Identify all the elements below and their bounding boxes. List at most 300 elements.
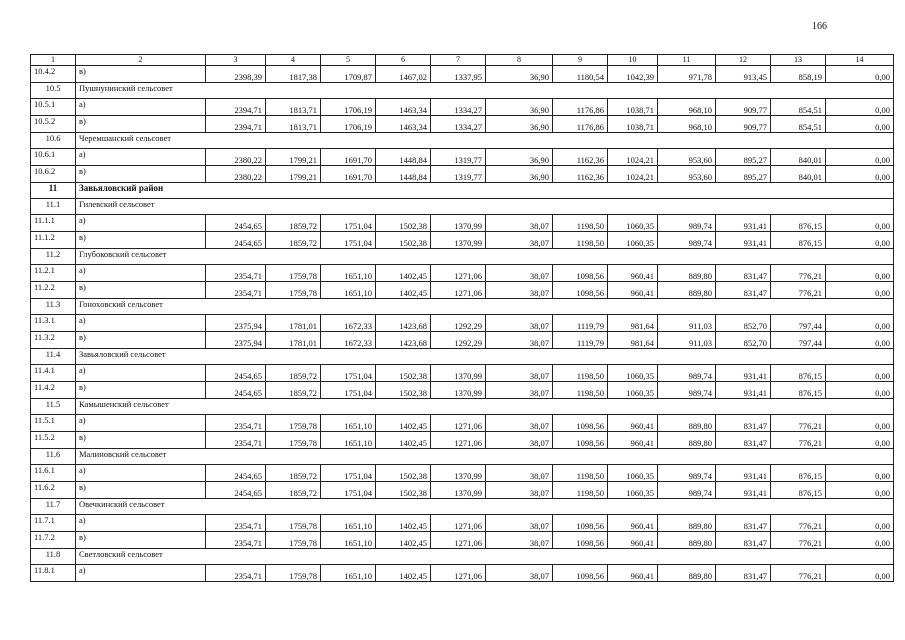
section-title: Гилевский сельсовет: [76, 199, 894, 215]
row-number: 10.6.2: [31, 166, 76, 183]
value-cell: 1319,77: [431, 149, 486, 166]
value-cell: 2354,71: [206, 532, 266, 549]
table-row: [31, 66, 894, 83]
value-cell: 1271,06: [431, 265, 486, 282]
value-cell: 989,74: [658, 232, 716, 249]
value-cell: 2354,71: [206, 265, 266, 282]
value-cell: 2375,94: [206, 332, 266, 349]
value-cell: 831,47: [716, 265, 771, 282]
row-variant: в): [76, 232, 206, 249]
section-title: Завьяловский сельсовет: [76, 349, 894, 365]
row-variant: а): [76, 365, 206, 382]
value-cell: 1448,84: [376, 166, 431, 183]
value-cell: 0,00: [826, 515, 894, 532]
value-cell: 876,15: [771, 382, 826, 399]
value-cell: 38,07: [486, 465, 553, 482]
value-cell: 876,15: [771, 215, 826, 232]
value-cell: 889,80: [658, 565, 716, 582]
value-cell: 1691,70: [321, 149, 376, 166]
section-number: 11.8: [31, 549, 76, 565]
value-cell: 1781,01: [266, 332, 321, 349]
value-cell: 38,07: [486, 215, 553, 232]
value-cell: 1423,68: [376, 315, 431, 332]
value-cell: 1098,56: [553, 432, 608, 449]
value-cell: 858,19: [771, 66, 826, 83]
value-cell: 1198,50: [553, 482, 608, 499]
value-cell: 1402,45: [376, 532, 431, 549]
value-cell: 0,00: [826, 99, 894, 116]
section-number: 11.2: [31, 249, 76, 265]
value-cell: 1813,71: [266, 99, 321, 116]
value-cell: 0,00: [826, 265, 894, 282]
value-cell: 0,00: [826, 432, 894, 449]
value-cell: 1759,78: [266, 432, 321, 449]
section-number: 11.1: [31, 199, 76, 215]
value-cell: 971,78: [658, 66, 716, 83]
header-cell: 14: [826, 55, 894, 66]
value-cell: 1502,38: [376, 215, 431, 232]
value-cell: 776,21: [771, 415, 826, 432]
value-cell: 889,80: [658, 282, 716, 299]
value-cell: 1042,39: [608, 66, 658, 83]
value-cell: 797,44: [771, 332, 826, 349]
header-cell: 12: [716, 55, 771, 66]
table-body: [31, 55, 894, 582]
header-cell: 2: [76, 55, 206, 66]
value-cell: 1423,68: [376, 332, 431, 349]
value-cell: 876,15: [771, 465, 826, 482]
row-number: 11.8.1: [31, 565, 76, 582]
value-cell: 1119,79: [553, 332, 608, 349]
header-cell: 3: [206, 55, 266, 66]
value-cell: 1292,29: [431, 315, 486, 332]
value-cell: 38,07: [486, 332, 553, 349]
value-cell: 1176,86: [553, 99, 608, 116]
value-cell: 2354,71: [206, 432, 266, 449]
value-cell: 1370,99: [431, 482, 486, 499]
value-cell: 1751,04: [321, 482, 376, 499]
value-cell: 831,47: [716, 432, 771, 449]
section-row: [31, 549, 894, 565]
value-cell: 931,41: [716, 365, 771, 382]
value-cell: 1271,06: [431, 432, 486, 449]
value-cell: 776,21: [771, 515, 826, 532]
row-variant: в): [76, 166, 206, 183]
row-variant: а): [76, 149, 206, 166]
table-row: [31, 432, 894, 449]
value-cell: 2454,65: [206, 482, 266, 499]
value-cell: 1751,04: [321, 465, 376, 482]
value-cell: 0,00: [826, 382, 894, 399]
value-cell: 1709,87: [321, 66, 376, 83]
value-cell: 960,41: [608, 565, 658, 582]
value-cell: 960,41: [608, 415, 658, 432]
value-cell: 776,21: [771, 565, 826, 582]
value-cell: 840,01: [771, 149, 826, 166]
value-cell: 831,47: [716, 515, 771, 532]
value-cell: 776,21: [771, 282, 826, 299]
value-cell: 1502,38: [376, 382, 431, 399]
value-cell: 1799,21: [266, 149, 321, 166]
row-variant: а): [76, 565, 206, 582]
value-cell: 1024,21: [608, 166, 658, 183]
value-cell: 831,47: [716, 565, 771, 582]
header-cell: 11: [658, 55, 716, 66]
table-row: [31, 282, 894, 299]
value-cell: 1271,06: [431, 565, 486, 582]
row-number: 11.1.1: [31, 215, 76, 232]
row-number: 10.6.1: [31, 149, 76, 166]
value-cell: 2354,71: [206, 415, 266, 432]
value-cell: 1370,99: [431, 382, 486, 399]
value-cell: 831,47: [716, 282, 771, 299]
value-cell: 1271,06: [431, 515, 486, 532]
value-cell: 1502,38: [376, 365, 431, 382]
value-cell: 0,00: [826, 532, 894, 549]
row-number: 11.6.1: [31, 465, 76, 482]
value-cell: 1098,56: [553, 532, 608, 549]
value-cell: 876,15: [771, 482, 826, 499]
table-row: [31, 415, 894, 432]
value-cell: 1162,36: [553, 149, 608, 166]
value-cell: 1751,04: [321, 215, 376, 232]
value-cell: 1370,99: [431, 365, 486, 382]
value-cell: 1751,04: [321, 232, 376, 249]
value-cell: 1180,54: [553, 66, 608, 83]
table-row: [31, 465, 894, 482]
value-cell: 2375,94: [206, 315, 266, 332]
section-row: [31, 299, 894, 315]
value-cell: 1759,78: [266, 265, 321, 282]
value-cell: 0,00: [826, 332, 894, 349]
value-cell: 1271,06: [431, 532, 486, 549]
row-number: 11.1.2: [31, 232, 76, 249]
value-cell: 1098,56: [553, 265, 608, 282]
value-cell: 1098,56: [553, 282, 608, 299]
value-cell: 931,41: [716, 482, 771, 499]
value-cell: 38,07: [486, 365, 553, 382]
value-cell: 1651,10: [321, 532, 376, 549]
section-title: Камышенский сельсовет: [76, 399, 894, 415]
table-row: [31, 482, 894, 499]
value-cell: 1060,35: [608, 465, 658, 482]
value-cell: 989,74: [658, 215, 716, 232]
value-cell: 36,90: [486, 66, 553, 83]
table-row: [31, 149, 894, 166]
value-cell: 911,03: [658, 332, 716, 349]
value-cell: 38,07: [486, 565, 553, 582]
value-cell: 1751,04: [321, 365, 376, 382]
value-cell: 1402,45: [376, 265, 431, 282]
region-row: [31, 183, 894, 199]
value-cell: 1672,33: [321, 315, 376, 332]
row-number: 11.4.1: [31, 365, 76, 382]
value-cell: 0,00: [826, 116, 894, 133]
page-number: 166: [812, 21, 827, 32]
value-cell: 0,00: [826, 482, 894, 499]
row-variant: в): [76, 332, 206, 349]
value-cell: 2454,65: [206, 215, 266, 232]
row-number: 11.3.1: [31, 315, 76, 332]
section-number: 11.4: [31, 349, 76, 365]
value-cell: 2454,65: [206, 232, 266, 249]
value-cell: 1319,77: [431, 166, 486, 183]
value-cell: 0,00: [826, 166, 894, 183]
value-cell: 1060,35: [608, 382, 658, 399]
value-cell: 2398,39: [206, 66, 266, 83]
value-cell: 968,10: [658, 99, 716, 116]
value-cell: 2454,65: [206, 465, 266, 482]
header-cell: 1: [31, 55, 76, 66]
value-cell: 776,21: [771, 265, 826, 282]
section-row: [31, 249, 894, 265]
value-cell: 854,51: [771, 116, 826, 133]
value-cell: 2380,22: [206, 166, 266, 183]
value-cell: 889,80: [658, 432, 716, 449]
value-cell: 1402,45: [376, 565, 431, 582]
row-variant: а): [76, 215, 206, 232]
section-row: [31, 133, 894, 149]
row-number: 11.3.2: [31, 332, 76, 349]
value-cell: 1292,29: [431, 332, 486, 349]
value-cell: 36,90: [486, 116, 553, 133]
value-cell: 1759,78: [266, 515, 321, 532]
value-cell: 960,41: [608, 282, 658, 299]
section-title: Глубоковский сельсовет: [76, 249, 894, 265]
value-cell: 1038,71: [608, 99, 658, 116]
row-number: 11.2.2: [31, 282, 76, 299]
value-cell: 909,77: [716, 99, 771, 116]
row-variant: в): [76, 432, 206, 449]
table-row: [31, 215, 894, 232]
value-cell: 1859,72: [266, 232, 321, 249]
value-cell: 989,74: [658, 365, 716, 382]
value-cell: 1448,84: [376, 149, 431, 166]
value-cell: 36,90: [486, 99, 553, 116]
row-number: 11.7.2: [31, 532, 76, 549]
value-cell: 1502,38: [376, 482, 431, 499]
section-title: Гонохoвский сельсовет: [76, 299, 894, 315]
value-cell: 1198,50: [553, 465, 608, 482]
value-cell: 968,10: [658, 116, 716, 133]
value-cell: 895,27: [716, 149, 771, 166]
table-row: [31, 232, 894, 249]
section-number: 10.5: [31, 83, 76, 99]
value-cell: 0,00: [826, 415, 894, 432]
value-cell: 1098,56: [553, 565, 608, 582]
value-cell: 852,70: [716, 332, 771, 349]
value-cell: 931,41: [716, 232, 771, 249]
section-number: 10.6: [31, 133, 76, 149]
section-number: 11.5: [31, 399, 76, 415]
value-cell: 38,07: [486, 432, 553, 449]
value-cell: 1271,06: [431, 282, 486, 299]
value-cell: 1751,04: [321, 382, 376, 399]
value-cell: 1060,35: [608, 365, 658, 382]
value-cell: 1463,34: [376, 99, 431, 116]
value-cell: 989,74: [658, 382, 716, 399]
value-cell: 1651,10: [321, 432, 376, 449]
value-cell: 1813,71: [266, 116, 321, 133]
value-cell: 960,41: [608, 515, 658, 532]
row-variant: а): [76, 515, 206, 532]
value-cell: 38,07: [486, 315, 553, 332]
value-cell: 909,77: [716, 116, 771, 133]
value-cell: 1198,50: [553, 365, 608, 382]
value-cell: 1859,72: [266, 365, 321, 382]
value-cell: 1060,35: [608, 232, 658, 249]
row-variant: в): [76, 382, 206, 399]
value-cell: 38,07: [486, 382, 553, 399]
row-number: 10.5.2: [31, 116, 76, 133]
header-cell: 8: [486, 55, 553, 66]
section-title: Овечкинский сельсовет: [76, 499, 894, 515]
value-cell: 1651,10: [321, 415, 376, 432]
table-row: [31, 532, 894, 549]
value-cell: 931,41: [716, 215, 771, 232]
table-row: [31, 116, 894, 133]
value-cell: 981,64: [608, 332, 658, 349]
value-cell: 1176,86: [553, 116, 608, 133]
row-variant: в): [76, 116, 206, 133]
value-cell: 1119,79: [553, 315, 608, 332]
value-cell: 889,80: [658, 265, 716, 282]
value-cell: 889,80: [658, 515, 716, 532]
header-cell: 5: [321, 55, 376, 66]
section-row: [31, 349, 894, 365]
value-cell: 0,00: [826, 149, 894, 166]
header-cell: 9: [553, 55, 608, 66]
value-cell: 876,15: [771, 232, 826, 249]
section-row: [31, 499, 894, 515]
row-variant: в): [76, 482, 206, 499]
value-cell: 36,90: [486, 149, 553, 166]
value-cell: 2354,71: [206, 282, 266, 299]
value-cell: 1759,78: [266, 532, 321, 549]
table-row: [31, 99, 894, 116]
row-variant: а): [76, 315, 206, 332]
table-row: [31, 265, 894, 282]
value-cell: 1334,27: [431, 99, 486, 116]
header-cell: 6: [376, 55, 431, 66]
value-cell: 1271,06: [431, 415, 486, 432]
value-cell: 1370,99: [431, 232, 486, 249]
row-variant: а): [76, 415, 206, 432]
section-title: Малиновский сельсовет: [76, 449, 894, 465]
value-cell: 36,90: [486, 166, 553, 183]
table-row: [31, 565, 894, 582]
value-cell: 1859,72: [266, 482, 321, 499]
value-cell: 1098,56: [553, 515, 608, 532]
value-cell: 911,03: [658, 315, 716, 332]
section-number: 11.6: [31, 449, 76, 465]
value-cell: 989,74: [658, 482, 716, 499]
value-cell: 2354,71: [206, 565, 266, 582]
value-cell: 2354,71: [206, 515, 266, 532]
row-number: 11.5.2: [31, 432, 76, 449]
value-cell: 1759,78: [266, 282, 321, 299]
value-cell: 1198,50: [553, 382, 608, 399]
value-cell: 852,70: [716, 315, 771, 332]
value-cell: 981,64: [608, 315, 658, 332]
value-cell: 38,07: [486, 282, 553, 299]
value-cell: 913,45: [716, 66, 771, 83]
value-cell: 1162,36: [553, 166, 608, 183]
value-cell: 953,60: [658, 149, 716, 166]
value-cell: 1334,27: [431, 116, 486, 133]
header-row: [31, 55, 894, 66]
value-cell: 840,01: [771, 166, 826, 183]
value-cell: 38,07: [486, 482, 553, 499]
row-number: 11.5.1: [31, 415, 76, 432]
header-cell: 7: [431, 55, 486, 66]
header-cell: 10: [608, 55, 658, 66]
value-cell: 889,80: [658, 532, 716, 549]
value-cell: 38,07: [486, 265, 553, 282]
value-cell: 1402,45: [376, 515, 431, 532]
section-number: 11.7: [31, 499, 76, 515]
value-cell: 1502,38: [376, 465, 431, 482]
value-cell: 1098,56: [553, 415, 608, 432]
value-cell: 1859,72: [266, 465, 321, 482]
row-number: 11.6.2: [31, 482, 76, 499]
value-cell: 0,00: [826, 232, 894, 249]
row-variant: в): [76, 532, 206, 549]
section-title: Черемшанский сельсовет: [76, 133, 894, 149]
value-cell: 1651,10: [321, 282, 376, 299]
section-title: Светловский сельсовет: [76, 549, 894, 565]
value-cell: 831,47: [716, 532, 771, 549]
value-cell: 1402,45: [376, 415, 431, 432]
value-cell: 876,15: [771, 365, 826, 382]
row-variant: а): [76, 265, 206, 282]
value-cell: 1467,02: [376, 66, 431, 83]
value-cell: 953,60: [658, 166, 716, 183]
value-cell: 960,41: [608, 532, 658, 549]
value-cell: 0,00: [826, 282, 894, 299]
value-cell: 1859,72: [266, 215, 321, 232]
value-cell: 0,00: [826, 315, 894, 332]
value-cell: 2394,71: [206, 116, 266, 133]
value-cell: 1337,95: [431, 66, 486, 83]
value-cell: 931,41: [716, 382, 771, 399]
value-cell: 1706,19: [321, 116, 376, 133]
value-cell: 1691,70: [321, 166, 376, 183]
value-cell: 1038,71: [608, 116, 658, 133]
value-cell: 1859,72: [266, 382, 321, 399]
value-cell: 889,80: [658, 415, 716, 432]
value-cell: 1060,35: [608, 215, 658, 232]
section-row: [31, 199, 894, 215]
value-cell: 1024,21: [608, 149, 658, 166]
value-cell: 0,00: [826, 565, 894, 582]
section-row: [31, 83, 894, 99]
value-cell: 38,07: [486, 532, 553, 549]
value-cell: 1651,10: [321, 565, 376, 582]
value-cell: 2394,71: [206, 99, 266, 116]
value-cell: 2454,65: [206, 365, 266, 382]
section-row: [31, 449, 894, 465]
table-row: [31, 166, 894, 183]
row-number: 11.2.1: [31, 265, 76, 282]
value-cell: 0,00: [826, 66, 894, 83]
value-cell: 1402,45: [376, 432, 431, 449]
header-cell: 4: [266, 55, 321, 66]
row-variant: в): [76, 282, 206, 299]
value-cell: 797,44: [771, 315, 826, 332]
value-cell: 960,41: [608, 265, 658, 282]
row-number: 10.4.2: [31, 66, 76, 83]
